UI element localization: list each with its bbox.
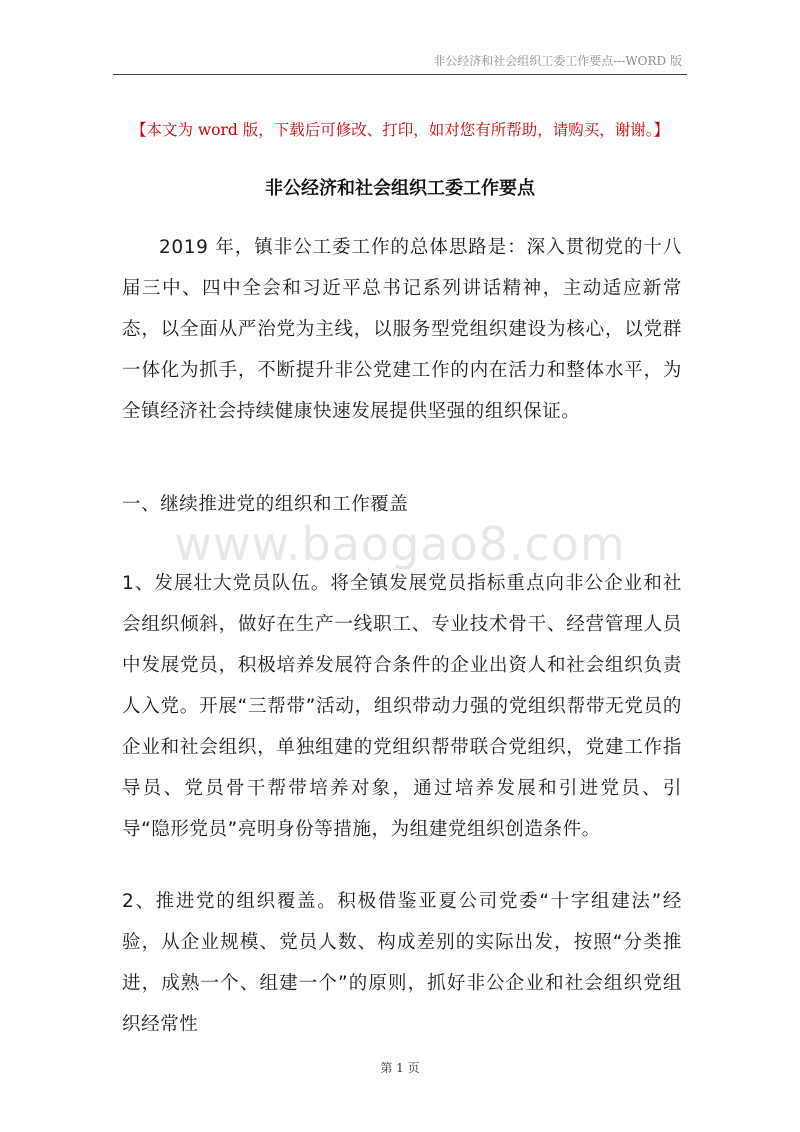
intro-paragraph: 2019 年，镇非公工委工作的总体思路是：深入贯彻党的十八届三中、四中全会和习近平总书记系列讲话精神，主动适应新常态，以全面从严治党为主线，以服务型党组织建设为核心，以党群一体化为抓手，不断提升非公党建工作的内在活力和整体水平，为全镇经济社会持续健康快速发展提供坚强的组织保证。 — [122, 237, 682, 422]
running-header: 非公经济和社会组织工委工作要点---WORD 版 — [433, 54, 682, 68]
header-divider — [113, 74, 687, 75]
purchase-notice: 【本文为 word 版，下载后可修改、打印，如对您有所帮助，请购买，谢谢。】 — [130, 121, 670, 139]
page-number: 第 1 页 — [380, 1061, 420, 1075]
document-title: 非公经济和社会组织工委工作要点 — [265, 178, 535, 199]
item-paragraph-2: 2、推进党的组织覆盖。积极借鉴亚夏公司党委“十字组建法”经验，从企业规模、党员人数、构成差别的实际出发，按照“分类推进，成熟一个、组建一个”的原则，抓好非公企业和社会组织党组织经常性 — [122, 891, 682, 1035]
watermark: www.baogao8.com — [174, 517, 626, 571]
item-paragraph-1: 1、发展壮大党员队伍。将全镇发展党员指标重点向非公企业和社会组织倾斜，做好在生产一线职工、专业技术骨干、经营管理人员中发展党员，积极培养发展符合条件的企业出资人和社会组织负责人入党。开展“三帮带”活动，组织带动力强的党组织帮带无党员的企业和社会组织，单独组建的党组织帮带联合党组织，党建工作指导员、党员骨干帮带培养对象，通过培养发展和引进党员、引导“隐形党员”亮明身份等措施，为组建党组织创造条件。 — [122, 573, 682, 840]
section-heading-1: 一、继续推进党的组织和工作覆盖 — [122, 494, 409, 515]
